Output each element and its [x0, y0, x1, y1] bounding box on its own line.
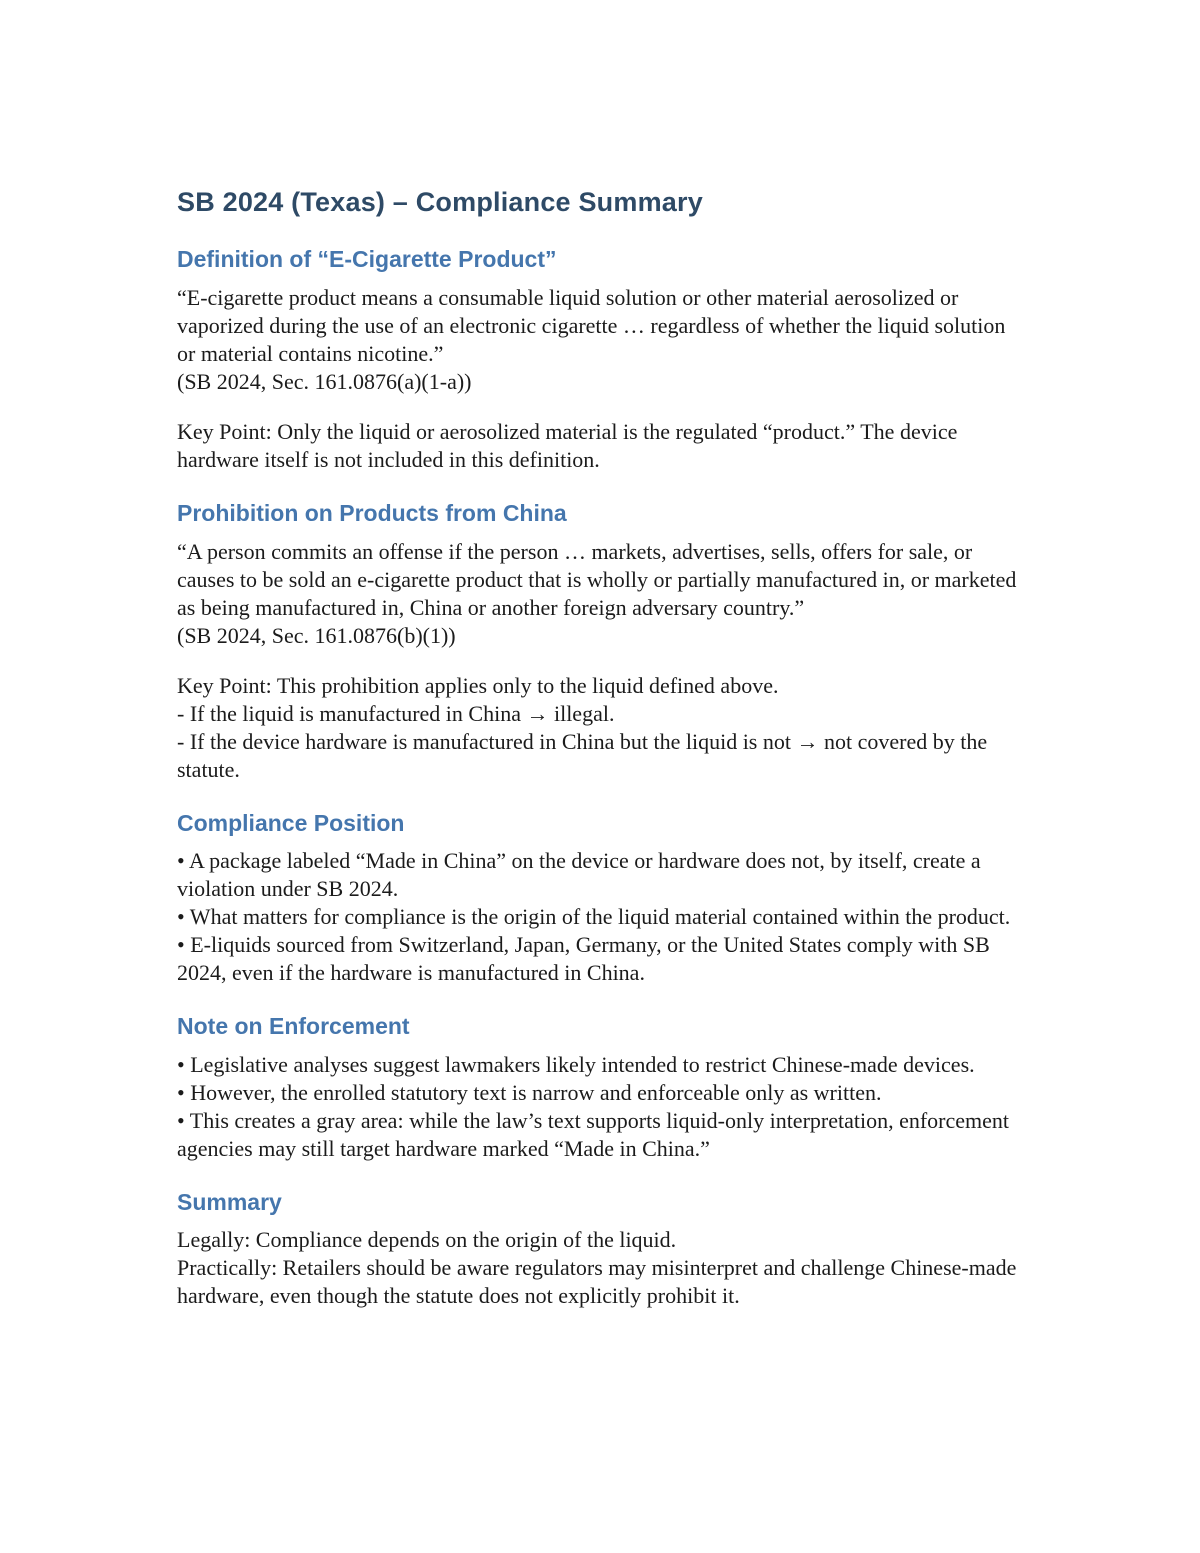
paragraph: Legally: Compliance depends on the origin of the liquid. Practically: Retailers should be aware regulators may misinterpret and challenge Chinese-made hardware, even though the statute does not explicitly prohibit it.: [177, 1227, 1017, 1309]
paragraph: Key Point: Only the liquid or aerosolized material is the regulated “product.” The device hardware itself is not included in this definition.: [177, 418, 958, 472]
section-heading: Prohibition on Products from China: [177, 499, 567, 526]
paragraph: Key Point: This prohibition applies only to the liquid defined above. - If the liquid is manufactured in China → illegal. - If the device hardware is manufactured in China but the liquid is not → not covered by the statute.: [177, 672, 988, 782]
paragraph: “A person commits an offense if the person … markets, advertises, sells, offers for sale, or causes to be sold an e-cigarette product that is wholly or partially manufactured in, or marketed as being manufactured in, China or another foreign adversary country.” (SB 2024, Sec. 161.0876(b)(1)): [177, 538, 1017, 648]
paragraph: • A package labeled “Made in China” on the device or hardware does not, by itself, create a violation under SB 2024. • What matters for compliance is the origin of the liquid material contained within the product. • E-liquids sourced from Switzerland, Japan, Germany, or the United States comply with SB 2024, even if the hardware is manufactured in China.: [177, 848, 1011, 986]
section: [177, 1013, 1024, 1163]
section: [177, 500, 1024, 784]
section-heading: Summary: [177, 1188, 282, 1215]
document-body: [177, 246, 1024, 1310]
document-title: SB 2024 (Texas) – Compliance Summary: [177, 187, 703, 217]
section: [177, 246, 1024, 474]
section-heading: Definition of “E-Cigarette Product”: [177, 246, 557, 273]
section: [177, 810, 1024, 988]
section-heading: Compliance Position: [177, 809, 405, 836]
section-heading: Note on Enforcement: [177, 1013, 410, 1040]
paragraph: “E-cigarette product means a consumable liquid solution or other material aerosolized or vaporized during the use of an electronic cigarette … regardless of whether the liquid solution or material contains nicotine.” (SB 2024, Sec. 161.0876(a)(1-a)): [177, 284, 1006, 394]
section: [177, 1189, 1024, 1311]
paragraph: • Legislative analyses suggest lawmakers likely intended to restrict Chinese-made devices. • However, the enrolled statutory text is narrow and enforceable only as written. • This creates a gray area: while the law’s text supports liquid-only interpretation, enforcement agencies may still target hardware marked “Made in China.”: [177, 1051, 1010, 1161]
